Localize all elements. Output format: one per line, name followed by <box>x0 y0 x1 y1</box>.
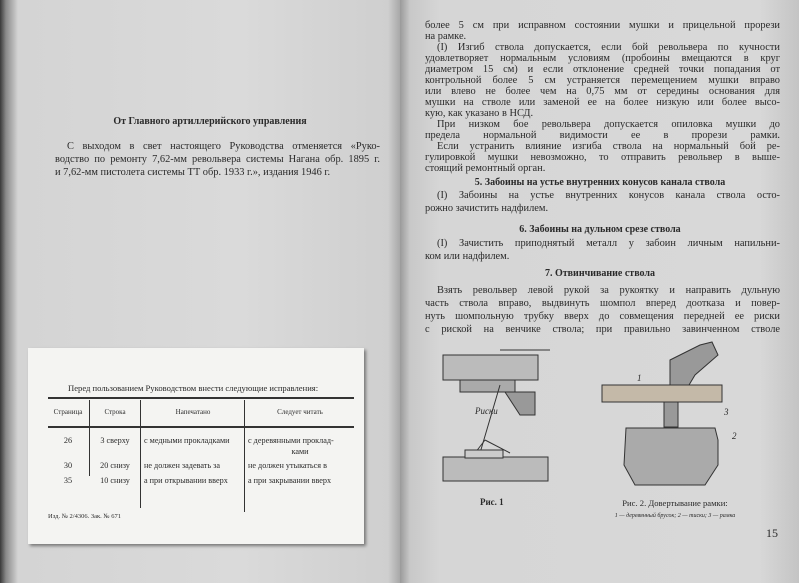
left-paragraph-line: водство по ремонту 7,62-мм револьвера системы Нагана обр. 1895 г. <box>55 154 380 165</box>
left-paragraph-line: и 7,62-мм пистолета системы ТТ обр. 1933 г.», издания 1946 г. <box>55 167 331 178</box>
body-text-line: стоящий ремонтный орган. <box>425 163 546 174</box>
row-read: а при закрывании вверх <box>248 476 332 485</box>
body-text-line: кую, как указано в НСД. <box>425 108 534 119</box>
row-line: 20 снизу <box>100 461 130 470</box>
row-read: не должен утыкаться в <box>248 461 327 470</box>
body-text-line: (I) Изгиб ствола допускается, если бой револьвера по кучности <box>437 42 780 53</box>
errata-slip <box>28 348 364 544</box>
section-7-heading: 7. Отвинчивание ствола <box>544 268 656 279</box>
errata-title: Перед пользованием Руководством внести следующие исправления: <box>68 383 319 393</box>
divider <box>48 426 354 428</box>
figure-2-legend: 1 — деревянный брусок; 2 — тиски; 3 — рамка <box>614 513 736 519</box>
row-page: 26 <box>63 436 73 445</box>
body-text-line: Если устранить влияние изгиба ствола на нормальный бой ре- <box>437 141 780 152</box>
section-6-line: ком или надфилем. <box>425 251 510 262</box>
row-read-cont: ками <box>291 447 309 456</box>
row-page: 35 <box>63 476 73 485</box>
divider <box>140 400 141 508</box>
body-text-line: гулировкой мушки невозможно, то отправить револьвер в выше- <box>425 152 780 163</box>
figure-1-label: Риски <box>475 406 498 416</box>
section-5-heading: 5. Забоины на устье внутренних конусов канала ствола <box>474 177 726 188</box>
divider <box>48 397 354 399</box>
page-number: 15 <box>766 526 778 540</box>
col-header-page: Страница <box>53 408 83 416</box>
figure-2-drawing <box>600 340 735 488</box>
right-page <box>400 0 799 583</box>
body-text-line: мушки на стволе или заменой ее на более низкую или более высо- <box>425 97 780 108</box>
figure-1-caption: Рис. 1 <box>480 497 504 507</box>
section-7-line: часть ствола вправо, выдвинуть шомпол вперед доотказа и повер- <box>425 298 780 309</box>
divider <box>244 400 245 512</box>
section-6-line: (I) Зачистить приподнятый металл у забоин личным напильни- <box>437 238 780 249</box>
body-text-line: диаметром 15 см) и если отклонение средней точки попадания от <box>425 64 780 75</box>
section-6-heading: 6. Забоины на дульном срезе ствола <box>519 224 681 235</box>
row-printed: с медными прокладками <box>144 436 230 445</box>
row-page: 30 <box>63 461 73 470</box>
body-text-line: При низком бое револьвера допускается опиловка мушки до <box>437 119 780 130</box>
row-printed: а при открывании вверх <box>144 476 228 485</box>
body-text-line: на рамке. <box>425 31 467 42</box>
row-line: 3 сверху <box>100 436 130 445</box>
section-7-line: с риской на венчике ствола; при правильно завинченном стволе <box>425 324 780 335</box>
section-7-line: нуть шомпольную трубку вверх до совмещения передней ее риски <box>425 311 780 322</box>
callout-1: 1 <box>637 373 642 383</box>
figure-2-caption: Рис. 2. Довертывание рамки: <box>622 498 728 508</box>
col-header-line: Строка <box>104 408 126 416</box>
row-line: 10 снизу <box>100 476 130 485</box>
callout-3: 3 <box>724 407 729 417</box>
section-5-line: (I) Забоины на устье внутренних конусов канала ствола осто- <box>437 190 780 201</box>
col-header-printed: Напечатано <box>175 408 211 416</box>
body-text-line: удовлетворяет нормальным условиям (пробоины вмещаются в круг <box>425 53 780 64</box>
section-5-line: рожно зачистить надфилем. <box>425 203 549 214</box>
row-read: с деревянными проклад- <box>248 436 334 445</box>
left-heading: От Главного артиллерийского управления <box>113 116 307 127</box>
body-text-line: предела нормальной видимости ее в прорези рамки. <box>425 130 780 141</box>
body-text-line: контрольной более 5 см устраняется перемещением мушки вправо <box>425 75 780 86</box>
body-text-line: более 5 см при исправном состоянии мушки и прицельной прорези <box>425 20 780 31</box>
left-paragraph-line: С выходом в свет настоящего Руководства отменяется «Руко- <box>67 141 380 152</box>
body-text-line: или влево не более чем на 0,75 мм от середины основания для <box>425 86 780 97</box>
errata-footer: Изд. № 2/4306. Зак. № 671 <box>48 513 121 520</box>
row-printed: не должен задевать за <box>144 461 220 470</box>
col-header-read: Следует читать <box>277 408 323 416</box>
callout-2: 2 <box>732 431 737 441</box>
section-7-line: Взять револьвер левой рукой за рукоятку и направить дульную <box>437 285 780 296</box>
